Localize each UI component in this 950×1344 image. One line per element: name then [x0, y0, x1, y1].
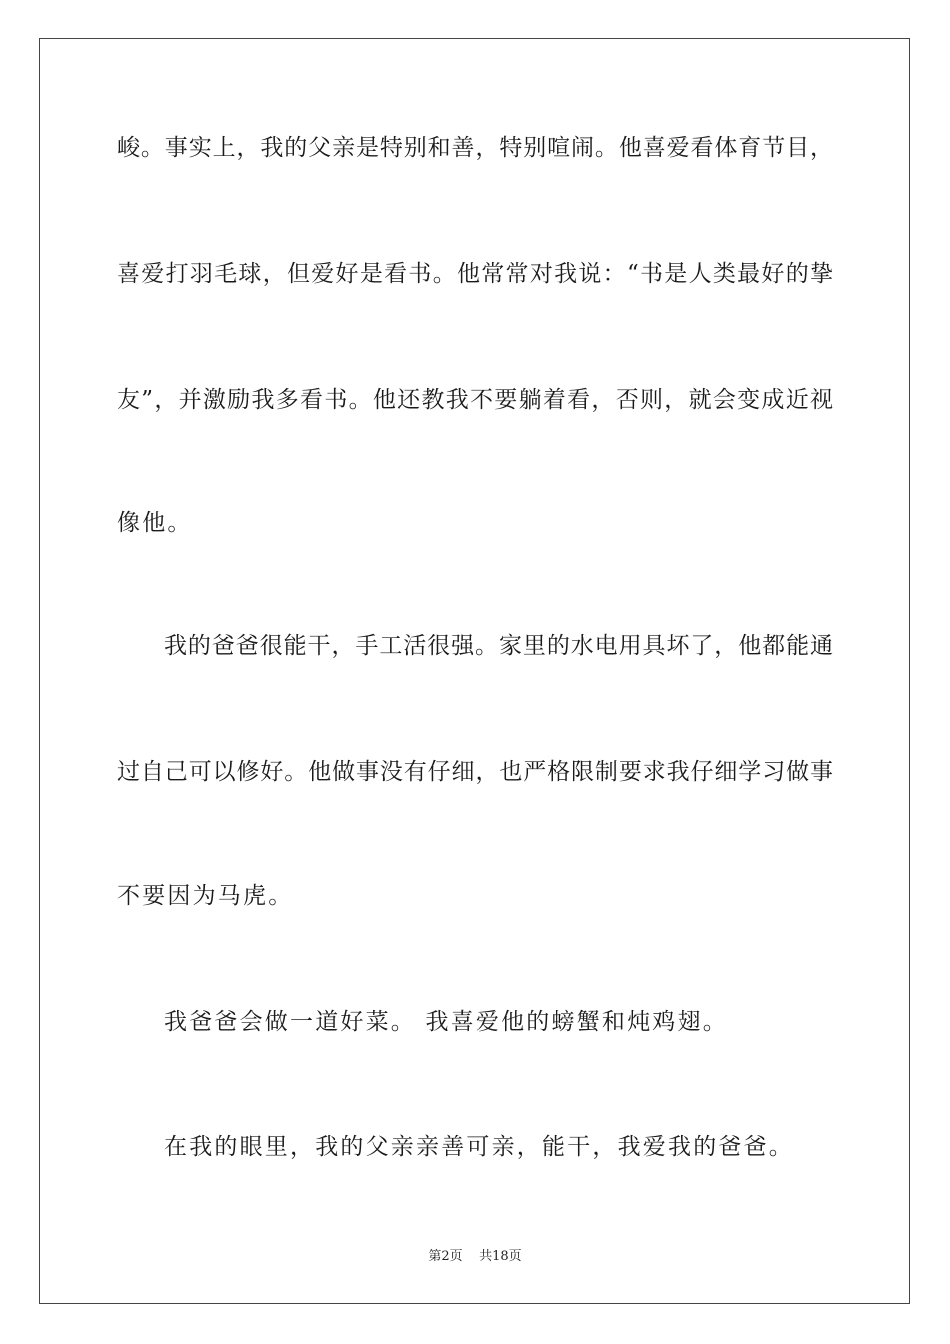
paragraph-line: 过自己可以修好。他做事没有仔细，也严格限制要求我仔细学习做事	[117, 759, 833, 785]
paragraph-line: 友”，并激励我多看书。他还教我不要躺着看，否则，就会变成近视	[117, 387, 833, 413]
page-footer: 第2页 共18页	[428, 1249, 522, 1264]
paragraph-line: 喜爱打羽毛球，但爱好是看书。他常常对我说：“书是人类最好的挚	[117, 261, 833, 287]
paragraph-line: 我爸爸会做一道好菜。 我喜爱他的螃蟹和炖鸡翅。	[164, 1009, 728, 1035]
paragraph-line: 像他。	[117, 510, 193, 536]
paragraph-line: 峻。事实上，我的父亲是特别和善，特别喧闹。他喜爱看体育节目，	[117, 135, 833, 161]
paragraph-line: 不要因为马虎。	[117, 883, 294, 909]
paragraph-line: 在我的眼里，我的父亲亲善可亲，能干，我爱我的爸爸。	[164, 1134, 794, 1160]
page-border	[39, 38, 910, 1304]
paragraph-line: 我的爸爸很能干，手工活很强。家里的水电用具坏了，他都能通	[164, 633, 833, 659]
